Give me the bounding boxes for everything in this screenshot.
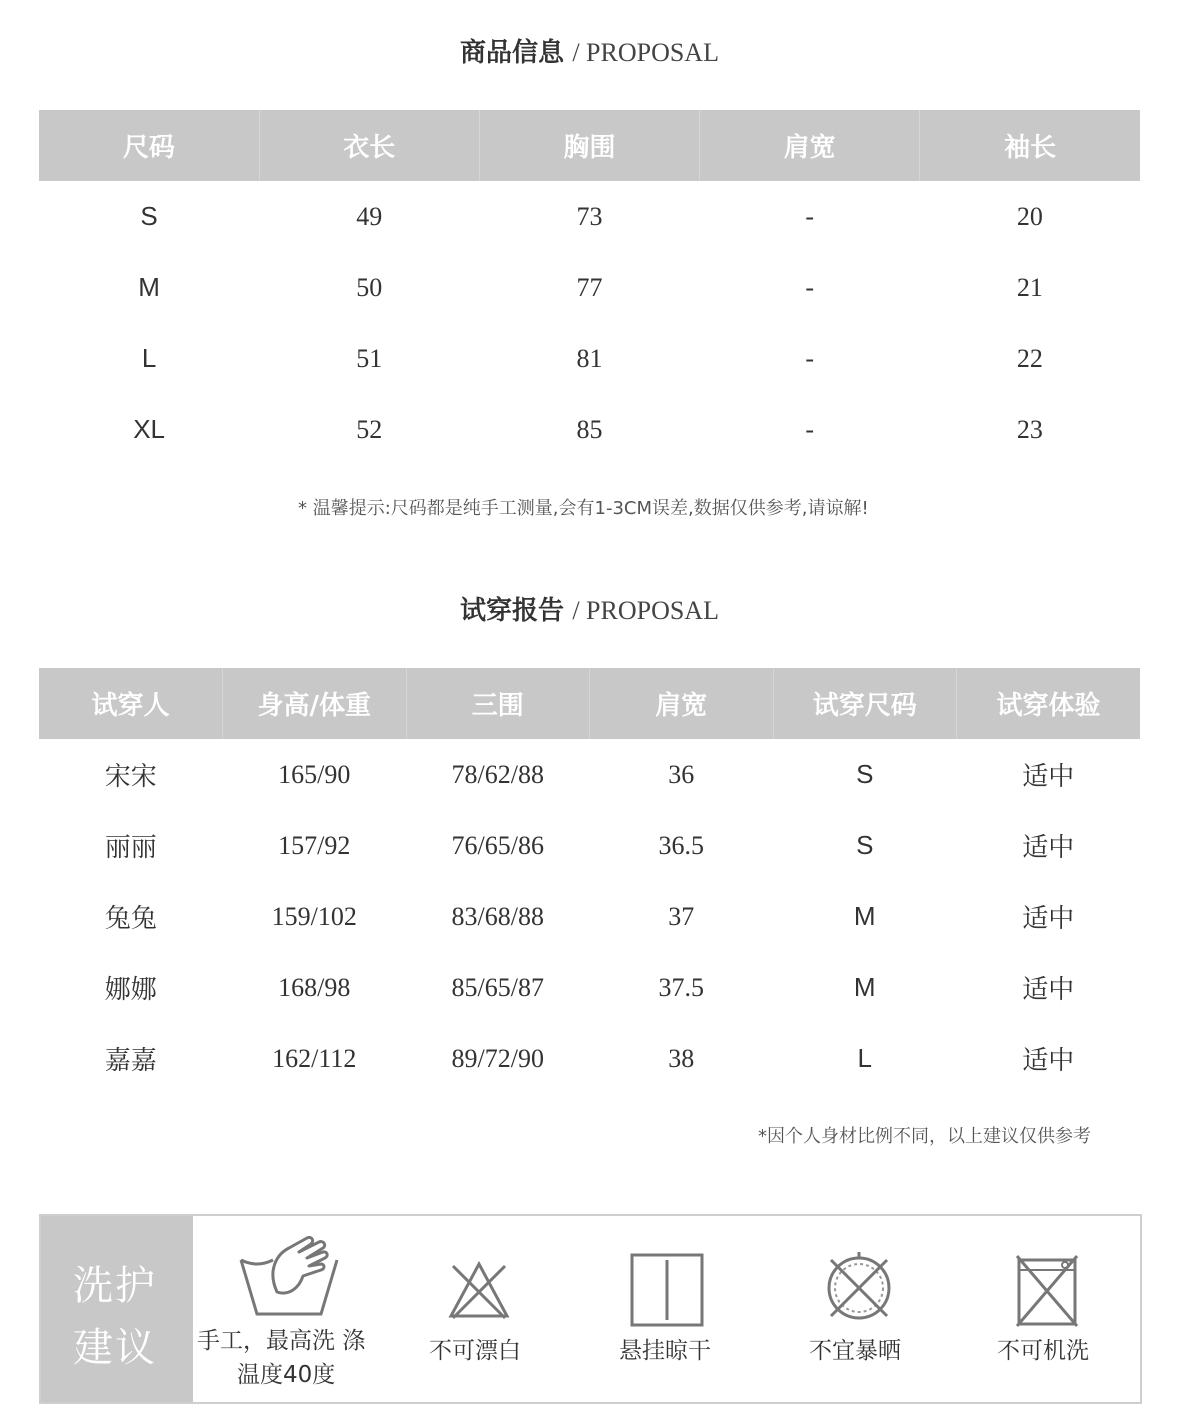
size-header-size: 尺码 xyxy=(39,110,259,181)
chest-cell: 81 xyxy=(576,343,603,373)
product-info-title xyxy=(0,32,1179,69)
measurements-cell: 83/68/88 xyxy=(451,901,544,931)
hang-dry-icon xyxy=(629,1252,705,1328)
hand-wash-label-line2: 温度40度 xyxy=(237,1362,336,1388)
no-sun-dry-icon xyxy=(821,1250,897,1326)
no-machine-wash-icon xyxy=(1015,1252,1079,1328)
size-header-sleeve: 袖长 xyxy=(920,110,1140,181)
size-note: * 温馨提示:尺码都是纯手工测量,会有1-3CM误差,数据仅供参考,请谅解! xyxy=(298,498,869,519)
care-item-no-bleach xyxy=(383,1216,573,1402)
shoulder-cell: - xyxy=(805,272,814,302)
length-cell: 50 xyxy=(356,272,383,302)
hand-wash-icon xyxy=(237,1230,341,1318)
person-cell: 丽丽 xyxy=(104,833,157,863)
table-row xyxy=(39,323,1140,394)
fitting-report-title-en: / PROPOSAL xyxy=(572,596,719,625)
height-weight-cell: 162/112 xyxy=(272,1043,357,1073)
height-weight-cell: 159/102 xyxy=(271,901,357,931)
experience-cell: 适中 xyxy=(1022,975,1075,1005)
measurements-cell: 89/72/90 xyxy=(451,1043,544,1073)
person-cell: 嘉嘉 xyxy=(104,1046,157,1076)
measurements-cell: 85/65/87 xyxy=(451,972,544,1002)
table-row xyxy=(39,394,1140,465)
size-cell: S xyxy=(856,830,874,860)
size-table xyxy=(39,110,1140,465)
length-cell: 52 xyxy=(356,414,383,444)
shoulder-cell: - xyxy=(805,343,814,373)
length-cell: 51 xyxy=(356,343,383,373)
shoulder-cell: 36 xyxy=(668,759,695,789)
person-cell: 娜娜 xyxy=(104,975,157,1005)
care-title-line1: 洗护 xyxy=(73,1263,157,1309)
fit-header-person: 试穿人 xyxy=(39,668,223,739)
product-info-title-en: / PROPOSAL xyxy=(572,38,719,67)
fitting-report-title-cn: 试穿报告 xyxy=(460,596,565,626)
no-machine-wash-label: 不可机洗 xyxy=(997,1338,1089,1364)
care-item-no-sun-dry xyxy=(763,1216,953,1402)
care-item-no-machine-wash xyxy=(953,1216,1140,1402)
shoulder-cell: 37.5 xyxy=(658,972,704,1002)
size-cell: XL xyxy=(133,414,165,444)
fit-header-experience: 试穿体验 xyxy=(957,668,1141,739)
care-instructions xyxy=(39,1214,1142,1404)
chest-cell: 73 xyxy=(576,201,603,231)
size-cell: L xyxy=(857,1043,872,1073)
table-row xyxy=(39,1023,1140,1094)
experience-cell: 适中 xyxy=(1022,904,1075,934)
table-row xyxy=(39,181,1140,252)
size-table-header xyxy=(39,110,1140,181)
height-weight-cell: 165/90 xyxy=(278,759,351,789)
hand-wash-label-line1: 手工，最高洗 涤 xyxy=(197,1328,366,1354)
hang-dry-label: 悬挂晾干 xyxy=(619,1338,711,1364)
measurements-cell: 78/62/88 xyxy=(451,759,544,789)
sleeve-cell: 23 xyxy=(1016,414,1043,444)
table-row xyxy=(39,810,1140,881)
table-row xyxy=(39,252,1140,323)
fit-header-measurements: 三围 xyxy=(406,668,590,739)
height-weight-cell: 168/98 xyxy=(278,972,351,1002)
size-cell: M xyxy=(853,972,876,1002)
no-sun-dry-label: 不宜暴晒 xyxy=(809,1338,901,1364)
no-bleach-label: 不可漂白 xyxy=(429,1338,521,1364)
shoulder-cell: 38 xyxy=(668,1043,695,1073)
fit-header-height-weight: 身高/体重 xyxy=(223,668,407,739)
care-title xyxy=(41,1216,193,1402)
care-title-line2: 建议 xyxy=(73,1325,157,1371)
experience-cell: 适中 xyxy=(1022,1046,1075,1076)
length-cell: 49 xyxy=(356,201,383,231)
person-cell: 兔兔 xyxy=(104,904,157,934)
care-item-hang-dry xyxy=(573,1216,763,1402)
size-cell: S xyxy=(140,201,158,231)
sleeve-cell: 21 xyxy=(1016,272,1043,302)
fitting-note: *因个人身材比例不同，以上建议仅供参考 xyxy=(758,1126,1091,1147)
size-header-shoulder: 肩宽 xyxy=(700,110,920,181)
height-weight-cell: 157/92 xyxy=(278,830,351,860)
care-item-hand-wash xyxy=(193,1216,383,1402)
size-header-chest: 胸围 xyxy=(479,110,699,181)
size-cell: L xyxy=(141,343,157,373)
fitting-table-header xyxy=(39,668,1140,739)
no-bleach-icon xyxy=(447,1260,511,1322)
fit-header-shoulder: 肩宽 xyxy=(590,668,774,739)
fit-header-size: 试穿尺码 xyxy=(773,668,957,739)
fitting-report-title xyxy=(0,590,1179,627)
table-row xyxy=(39,881,1140,952)
sleeve-cell: 20 xyxy=(1016,201,1043,231)
person-cell: 宋宋 xyxy=(104,762,157,792)
table-row xyxy=(39,739,1140,810)
shoulder-cell: - xyxy=(805,201,814,231)
size-cell: S xyxy=(856,759,874,789)
experience-cell: 适中 xyxy=(1022,762,1075,792)
chest-cell: 85 xyxy=(576,414,603,444)
sleeve-cell: 22 xyxy=(1016,343,1043,373)
shoulder-cell: 37 xyxy=(668,901,695,931)
size-cell: M xyxy=(853,901,876,931)
measurements-cell: 76/65/86 xyxy=(451,830,544,860)
chest-cell: 77 xyxy=(576,272,603,302)
shoulder-cell: - xyxy=(805,414,814,444)
shoulder-cell: 36.5 xyxy=(658,830,704,860)
table-row xyxy=(39,952,1140,1023)
size-cell: M xyxy=(138,272,160,302)
size-header-length: 衣长 xyxy=(259,110,479,181)
product-info-title-cn: 商品信息 xyxy=(460,38,565,68)
experience-cell: 适中 xyxy=(1022,833,1075,863)
fitting-table xyxy=(39,668,1140,1094)
